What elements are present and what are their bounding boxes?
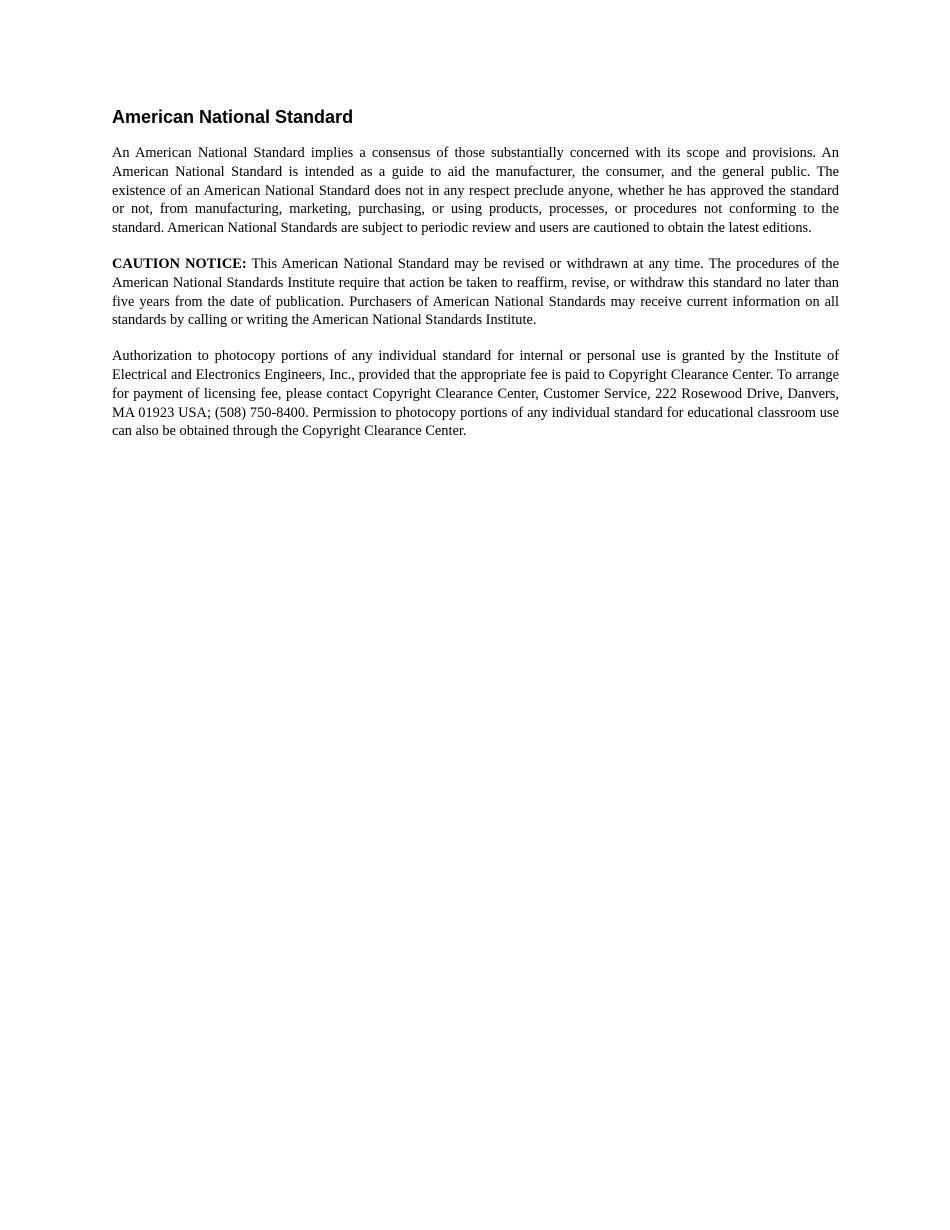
page-title: American National Standard <box>112 107 354 127</box>
caution-notice-text: This American National Standard may be revised or withdrawn at any time. The procedures of the American National Standards Institute require that action be taken to reaffirm, revise, or withdraw this standard no later than five years from the date of publication. Purchasers of American National Standards may receive current information on all standards by calling or writing the American National Standards Institute. <box>112 255 839 329</box>
caution-notice-paragraph <box>112 255 839 330</box>
consensus-paragraph: An American National Standard implies a consensus of those substantially concerned with its scope and provisions. An American National Standard is intended as a guide to aid the manufacturer, the consumer, and the general public. The existence of an American National Standard does not in any respect preclude anyone, whether he has approved the standard or not, from manufacturing, marketing, purchasing, or using products, processes, or procedures not conforming to the standard. American National Standards are subject to periodic review and users are cautioned to obtain the latest editions. <box>112 145 839 237</box>
document-page <box>112 106 839 458</box>
caution-notice-label: CAUTION NOTICE: <box>112 255 247 272</box>
photocopy-authorization-paragraph: Authorization to photocopy portions of any individual standard for internal or personal use is granted by the Institute of Electrical and Electronics Engineers, Inc., provided that the appropriate fee is paid to Copyright Clearance Center. To arrange for payment of licensing fee, please contact Copyright Clearance Center, Customer Service, 222 Rosewood Drive, Danvers, MA 01923 USA; (508) 750-8400. Permission to photocopy portions of any individual standard for educational classroom use can also be obtained through the Copyright Clearance Center. <box>112 348 839 440</box>
